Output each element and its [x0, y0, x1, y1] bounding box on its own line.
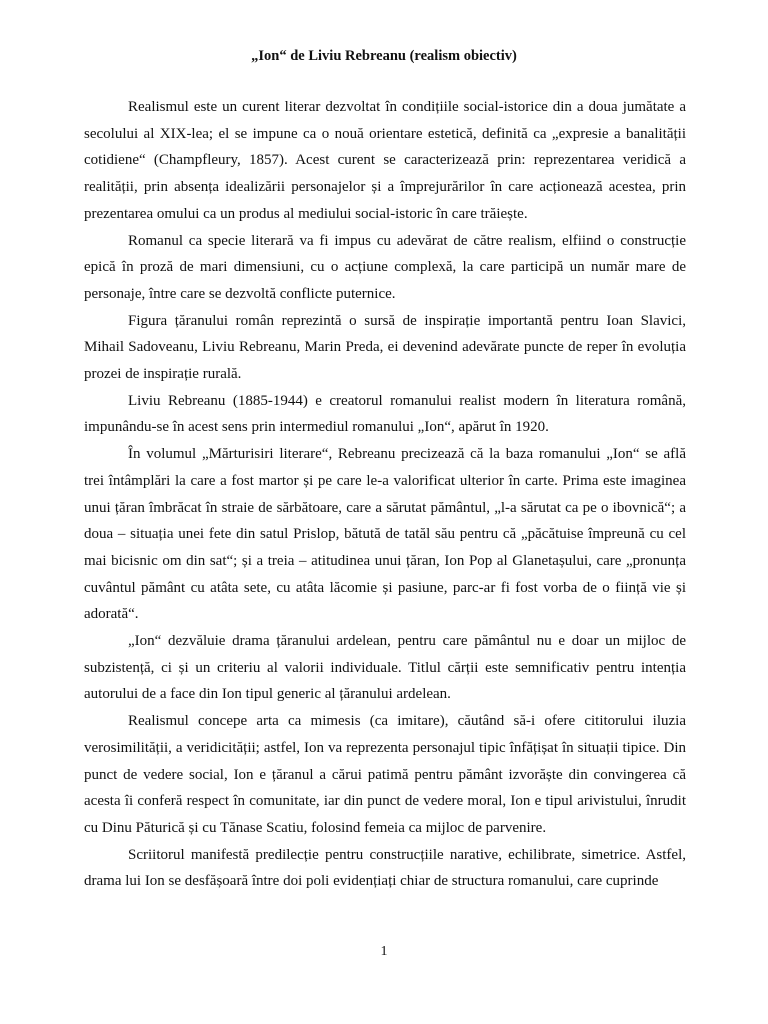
paragraph: „Ion“ dezvăluie drama țăranului ardelean, pentru care pământul nu e doar un mijloc de subzistență, ci și un criteriu al valorii individuale. Titlul cărții este semnificativ pentru intenția autorului de a face din Ion tipul generic al țăranului ardelean.: [84, 633, 686, 703]
page-number: 1: [380, 944, 388, 959]
document-body: [84, 94, 686, 895]
paragraph: Realismul este un curent literar dezvoltat în condițiile social-istorice din a doua jumătate a secolului al XIX-lea; el se impune ca o nouă orientare estetică, definită ca „expresie a banalității cotidiene“ (Champfleury, 1857). Acest curent se caracterizează prin: reprezentarea veridică a realității, prin absența idealizării personajelor și a împrejurărilor în care acționează acestea, prin prezentarea omului ca un produs al mediului social-istoric în care trăiește.: [84, 99, 686, 222]
paragraph: Liviu Rebreanu (1885-1944) e creatorul romanului realist modern în literatura română, impunându-se în acest sens prin intermediul romanului „Ion“, apărut în 1920.: [84, 392, 686, 436]
document-title: „Ion“ de Liviu Rebreanu (realism obiectiv): [251, 48, 517, 64]
paragraph: Realismul concepe arta ca mimesis (ca imitare), căutând să-i ofere cititorului iluzia verosimilității, a veridicității; astfel, Ion va reprezenta personajul tipic înfățișat în situații tipice. Din punct de vedere social, Ion e țăranul a cărui patimă pentru pământ izvorăște din convingerea că acesta îi conferă respect în comunitate, iar din punct de vedere moral, Ion e tipul arivistului, înrudit cu Dinu Păturică și cu Tănase Scatiu, folosind femeia ca mijloc de parvenire.: [84, 713, 686, 836]
paragraph: În volumul „Mărturisiri literare“, Rebreanu precizează că la baza romanului „Ion“ se află trei întâmplări la care a fost martor și pe care le-a valorificat ulterior în carte. Prima este imaginea unui țăran îmbrăcat în straie de sărbătoare, care a sărutat pământul, „l-a sărutat ca pe o ibovnică“; a doua – situația unei fete din satul Prislop, bătută de tatăl său pentru că „păcătuise împreună cu cel mai bicisnic om din sat“; și a treia – atitudinea unui țăran, Ion Pop al Glanetașului, care „pronunța cuvântul pământ cu atâta sete, cu atâta lăcomie și pasiune, parc-ar fi fost vorba de o ființă vie și adorată“.: [84, 446, 686, 623]
paragraph: Romanul ca specie literară va fi impus cu adevărat de către realism, elfiind o construcție epică în proză de mari dimensiuni, cu o acțiune complexă, la care participă un număr mare de personaje, între care se dezvoltă conflicte puternice.: [84, 232, 686, 302]
paragraph: Scriitorul manifestă predilecție pentru construcțiile narative, echilibrate, simetrice. Astfel, drama lui Ion se desfășoară între doi poli evidențiați chiar de structura romanului, care cuprinde: [84, 846, 686, 890]
paragraph: Figura țăranului român reprezintă o sursă de inspirație importantă pentru Ioan Slavici, Mihail Sadoveanu, Liviu Rebreanu, Marin Preda, ei devenind adevărate puncte de reper în evoluția prozei de inspirație rurală.: [84, 312, 686, 383]
